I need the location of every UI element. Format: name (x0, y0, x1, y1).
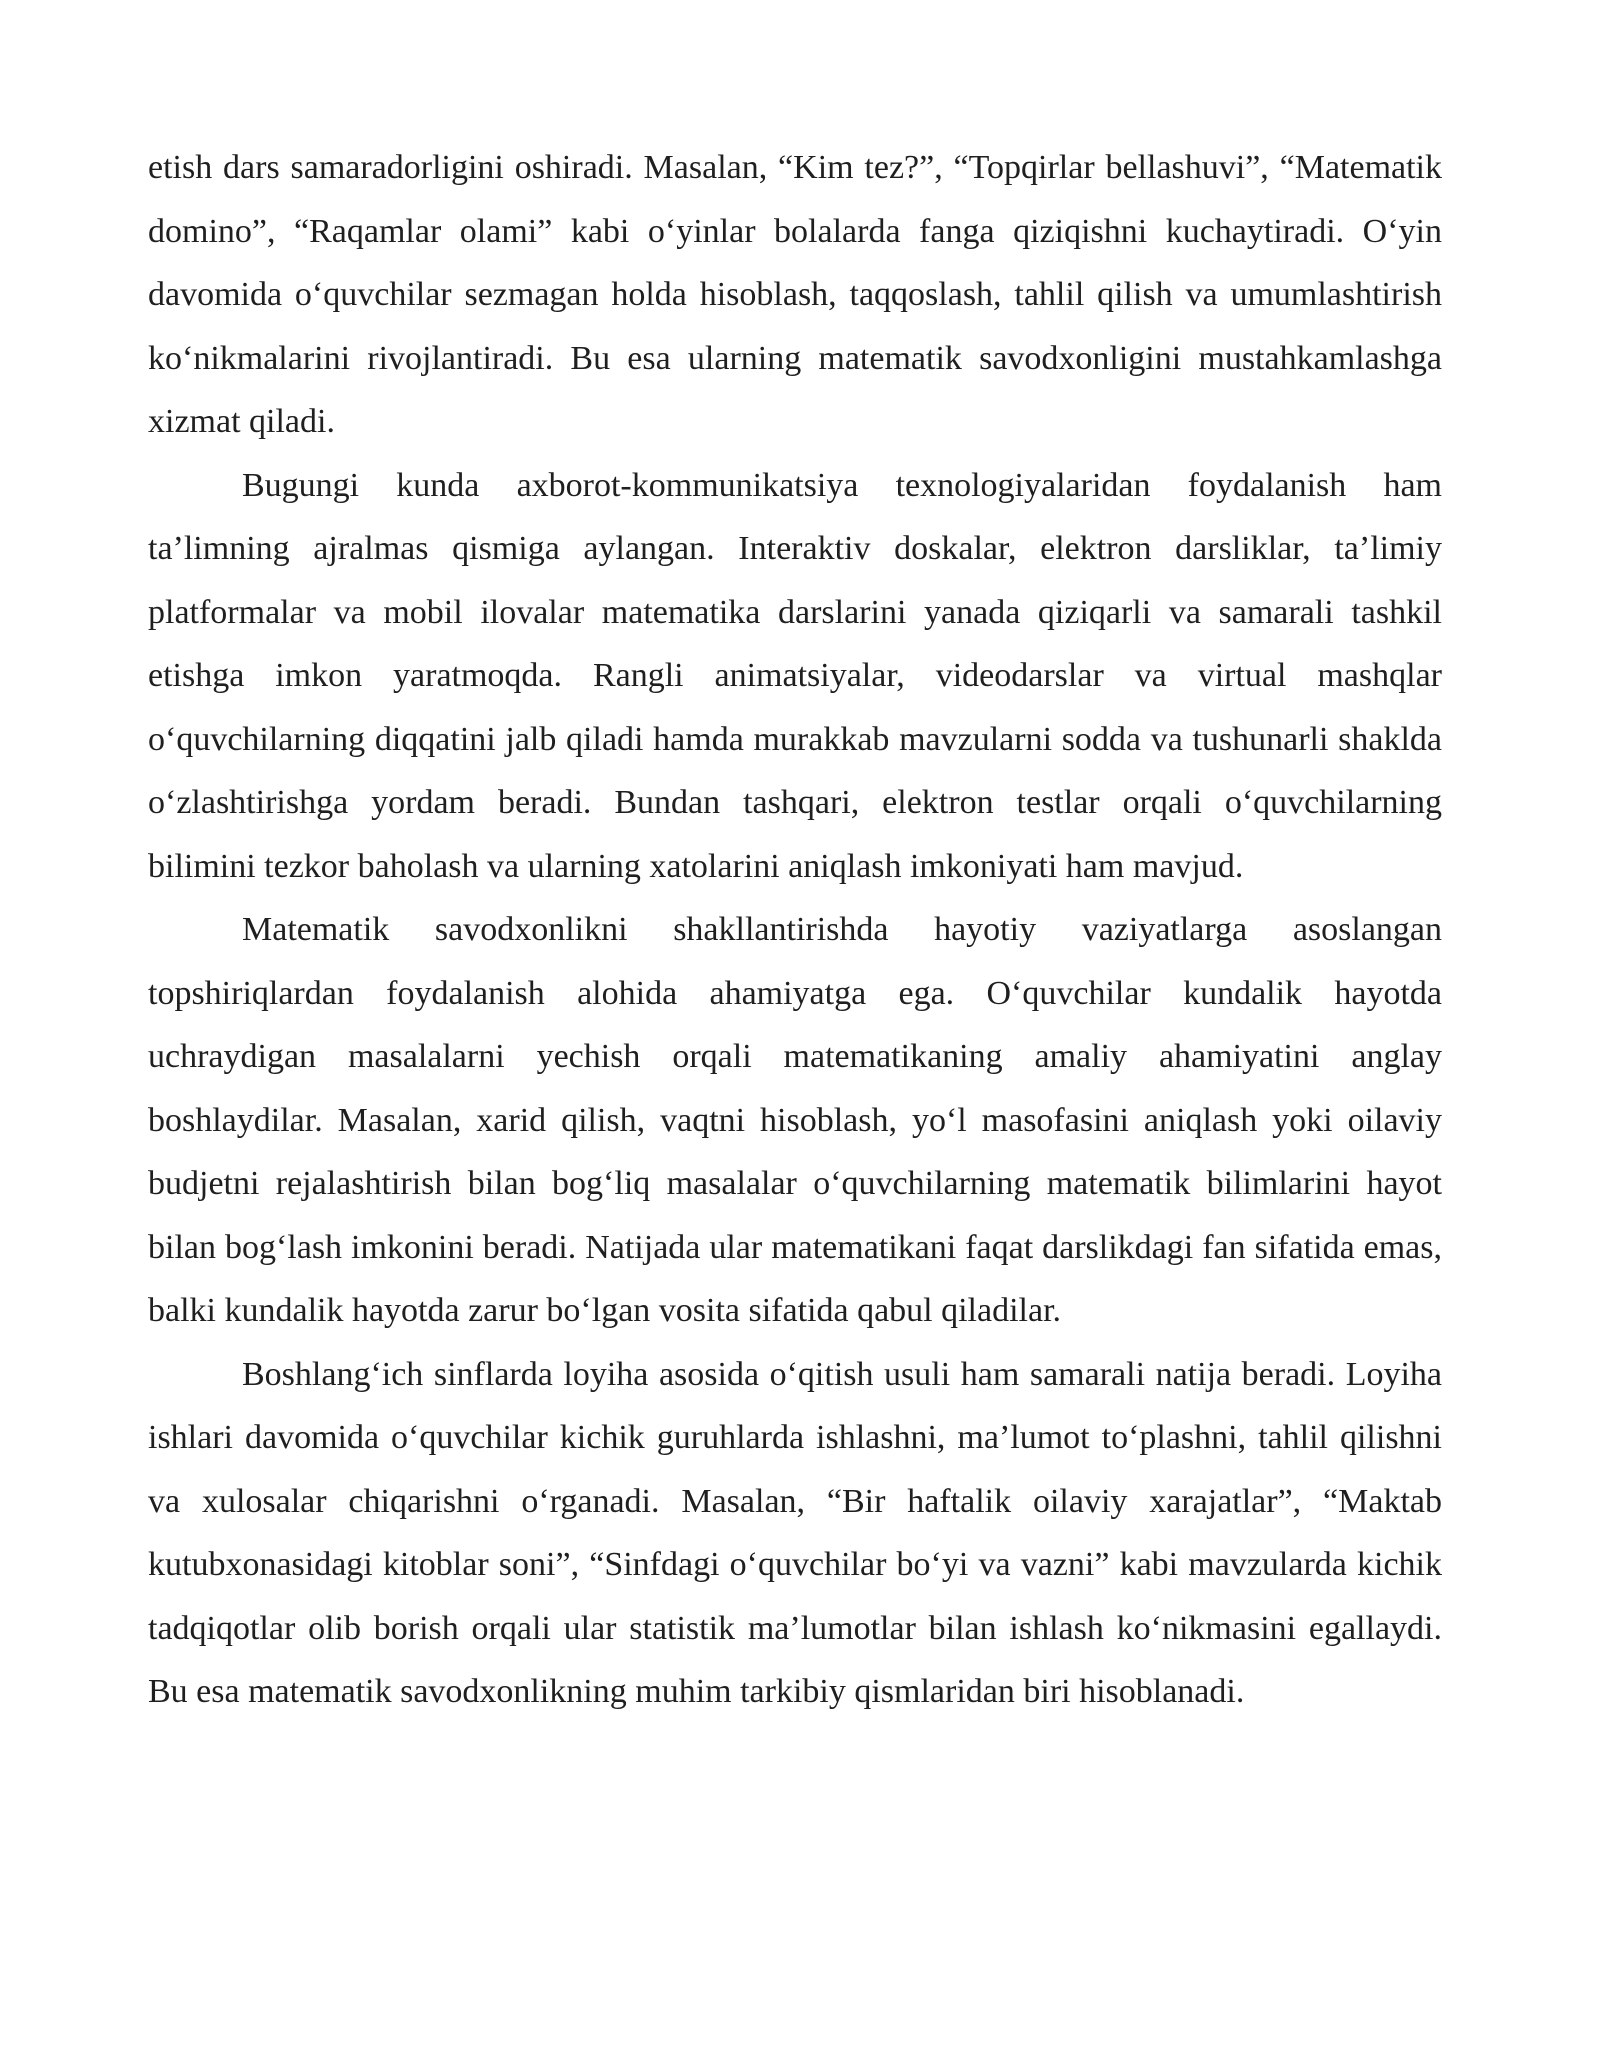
paragraph-project-method: Boshlangʻich sinflarda loyiha asosida oʻqitish usuli ham samarali natija beradi. Loyiha ishlari davomida oʻquvchilar kichik guruhlarda ishlashni, ma’lumot toʻplashni, tahlil qilishni va xulosalar chiqarishni oʻrganadi. Masalan, “Bir haftalik oilaviy xarajatlar”, “Maktab kutubxonasidagi kitoblar soni”, “Sinfdagi oʻquvchilar boʻyi va vazni” kabi mavzularda kichik tadqiqotlar olib borish orqali ular statistik ma’lumotlar bilan ishlash koʻnikmasini egallaydi. Bu esa matematik savodxonlikning muhim tarkibiy qismlaridan biri hisoblanadi. (148, 1355, 1442, 1710)
paragraph-ict: Bugungi kunda axborot-kommunikatsiya texnologiyalaridan foydalanish ham ta’limning ajralmas qismiga aylangan. Interaktiv doskalar, elektron darsliklar, ta’limiy platformalar va mobil ilovalar matematika darslarini yanada qiziqarli va samarali tashkil etishga imkon yaratmoqda. Rangli animatsiyalar, videodarslar va virtual mashqlar oʻquvchilarning diqqatini jalb qiladi hamda murakkab mavzularni sodda va tushunarli shaklda oʻzlashtirishga yordam beradi. Bundan tashqari, elektron testlar orqali oʻquvchilarning bilimini tezkor baholash va ularning xatolarini aniqlash imkoniyati ham mavjud. (148, 466, 1442, 885)
paragraph-continuation: etish dars samaradorligini oshiradi. Masalan, “Kim tez?”, “Topqirlar bellashuvi”, “Matematik domino”, “Raqamlar olami” kabi oʻyinlar bolalarda fanga qiziqishni kuchaytiradi. Oʻyin davomida oʻquvchilar sezmagan holda hisoblash, taqqoslash, tahlil qilish va umumlashtirish koʻnikmalarini rivojlantiradi. Bu esa ularning matematik savodxonligini mustahkamlashga xizmat qiladi. (148, 149, 1442, 440)
paragraph-life-tasks: Matematik savodxonlikni shakllantirishda hayotiy vaziyatlarga asoslangan topshiriqlardan foydalanish alohida ahamiyatga ega. Oʻquvchilar kundalik hayotda uchraydigan masalalarni yechish orqali matematikaning amaliy ahamiyatini anglay boshlaydilar. Masalan, xarid qilish, vaqtni hisoblash, yoʻl masofasini aniqlash yoki oilaviy budjetni rejalashtirish bilan bogʻliq masalalar oʻquvchilarning matematik bilimlarini hayot bilan bogʻlash imkonini beradi. Natijada ular matematikani faqat darslikdagi fan sifatida emas, balki kundalik hayotda zarur boʻlgan vosita sifatida qabul qiladilar. (148, 911, 1442, 1329)
document-body (148, 136, 1442, 1724)
